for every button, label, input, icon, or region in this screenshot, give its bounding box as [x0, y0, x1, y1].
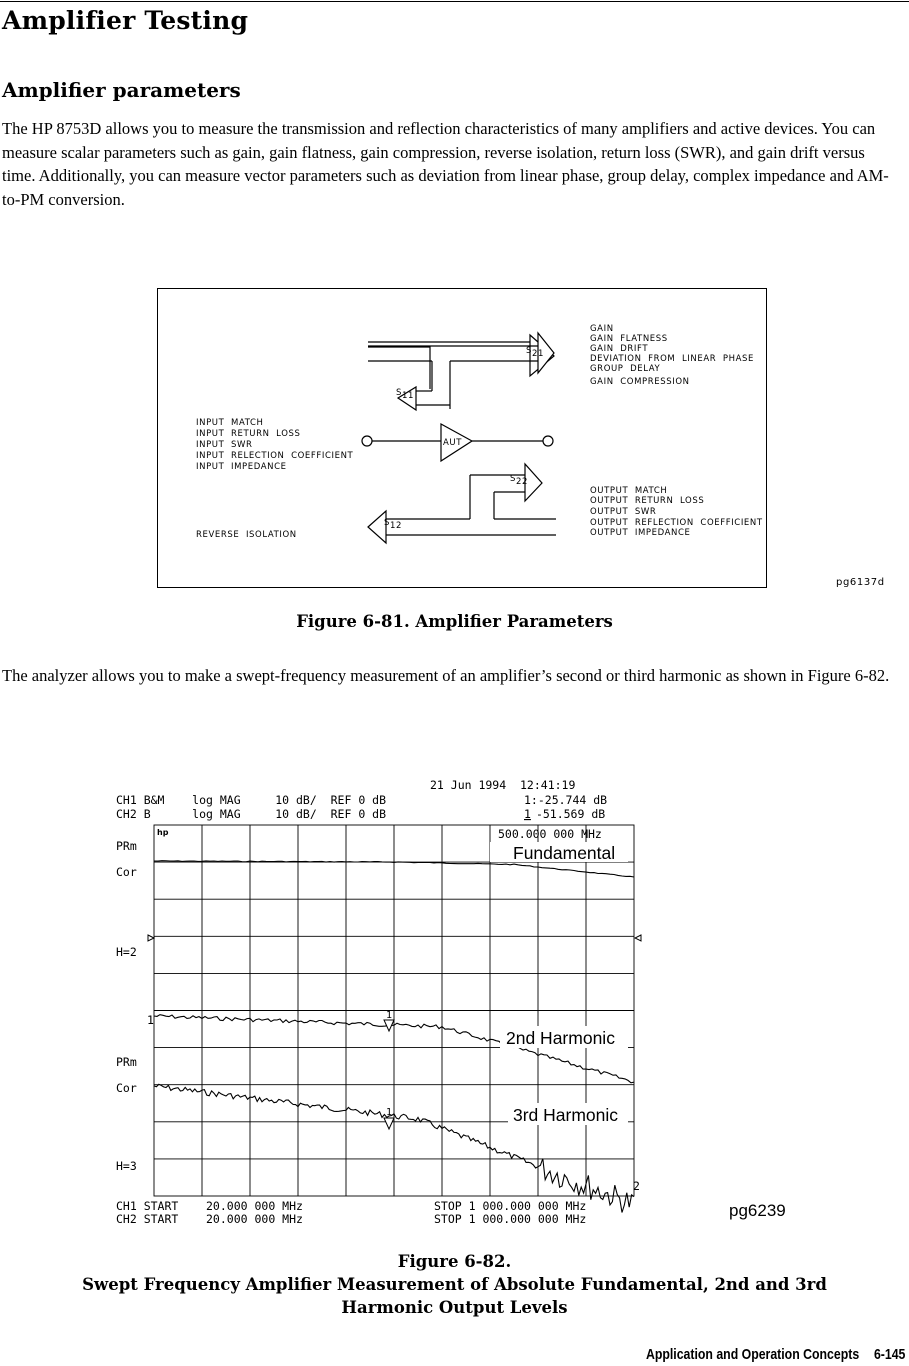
ch2-start: CH2 START 20.000 000 MHz: [116, 1212, 303, 1226]
figure2-caption: [0, 1250, 909, 1319]
marker-frequency: 500.000 000 MHz: [498, 827, 602, 841]
graticule: [154, 825, 634, 1196]
s22-arrow: [470, 464, 556, 519]
figure1-caption: Figure 6-81. Amplifier Parameters: [296, 612, 613, 631]
s22-label: S22: [510, 474, 529, 487]
svg-text:GAIN COMPRESSION: GAIN COMPRESSION: [590, 377, 690, 387]
svg-text:H=2: H=2: [116, 945, 137, 959]
datetime-readout: 21 Jun 1994 12:41:19: [430, 778, 576, 792]
ref-marker-right: [635, 935, 641, 941]
svg-text:INPUT SWR: INPUT SWR: [196, 440, 253, 450]
reverse-isolation-label: REVERSE ISOLATION: [196, 530, 297, 540]
svg-text:GAIN FLATNESS: GAIN FLATNESS: [590, 334, 668, 344]
intro-paragraph: The HP 8753D allows you to measure the transmission and reflection characteristics of many amplifiers and active devices. You can measure scalar parameters such as gain, gain flatness, gain compression, reverse isolation, return loss (SWR), and gain drift versus time. Additionally, you can measure vector parameters such as deviation from linear phase, group delay, complex impedance and AM-to-PM conversion.: [2, 119, 889, 209]
page-footer: [646, 1346, 905, 1363]
svg-text:INPUT RETURN LOSS: INPUT RETURN LOSS: [196, 429, 301, 439]
ref-marker-left: [148, 935, 154, 941]
svg-text:2: 2: [633, 1179, 640, 1193]
svg-text:H=3: H=3: [116, 1159, 137, 1173]
harmonic-measurement-figure: [110, 772, 810, 1232]
marker-3rd-triangle: [384, 1118, 394, 1129]
ch2-stop: STOP 1 000.000 000 MHz: [434, 1212, 587, 1226]
figure2-caption-line2: Swept Frequency Amplifier Measurement of Absolute Fundamental, 2nd and 3rd: [82, 1275, 827, 1294]
page-title: Amplifier Testing: [2, 6, 249, 35]
svg-text:DEVIATION FROM LINEAR PHASE: DEVIATION FROM LINEAR PHASE: [590, 354, 754, 364]
svg-text:1: 1: [386, 1107, 393, 1118]
figure2-caption-line1: Figure 6-82.: [397, 1252, 512, 1271]
svg-text:GAIN DRIFT: GAIN DRIFT: [590, 344, 649, 354]
svg-text:PRm: PRm: [116, 1055, 137, 1069]
input-parameter-labels: [196, 418, 354, 472]
svg-text:GROUP DELAY: GROUP DELAY: [590, 364, 661, 374]
svg-text:INPUT MATCH: INPUT MATCH: [196, 418, 264, 428]
svg-text:1: 1: [147, 1013, 154, 1027]
forward-parameter-labels: [590, 324, 754, 387]
fundamental-label: Fundamental: [513, 843, 616, 863]
ch1-stop: STOP 1 000.000 000 MHz: [434, 1199, 587, 1213]
ch2-header: CH2 B log MAG 10 dB/ REF 0 dB: [116, 807, 387, 821]
output-parameter-labels: [590, 486, 763, 538]
svg-text:OUTPUT SWR: OUTPUT SWR: [590, 507, 657, 517]
s21-label: S21: [526, 346, 545, 359]
footer-page-number: 6-145: [873, 1346, 905, 1363]
svg-text:PRm: PRm: [116, 839, 137, 853]
top-rule: [0, 1, 909, 2]
figure2-caption-line3: Harmonic Output Levels: [341, 1298, 568, 1317]
footer-section: Application and Operation Concepts: [645, 1346, 859, 1363]
amplifier-parameters-figure: [157, 288, 767, 588]
marker2-readout: 1 -51.569 dB: [524, 807, 606, 821]
s11-arrow: [368, 361, 450, 410]
aut-label: AUT: [443, 438, 463, 448]
svg-text:INPUT RELECTION COEFFICIENT: INPUT RELECTION COEFFICIENT: [196, 451, 354, 461]
harmonic-paragraph: The analyzer allows you to make a swept-frequency measurement of an amplifier’s second or third harmonic as shown in Figure 6-82.: [2, 666, 890, 685]
s11-path-line: [368, 347, 430, 389]
third-harmonic-label: 3rd Harmonic: [513, 1105, 619, 1125]
svg-text:INPUT IMPEDANCE: INPUT IMPEDANCE: [196, 462, 287, 472]
figure1-id: pg6137d: [836, 577, 885, 588]
section-heading: Amplifier parameters: [2, 78, 241, 102]
svg-text:OUTPUT MATCH: OUTPUT MATCH: [590, 486, 668, 496]
figure2-id: pg6239: [729, 1201, 786, 1220]
svg-text:Cor: Cor: [116, 1081, 137, 1095]
svg-text:OUTPUT REFLECTION COEFFICIEN: OUTPUT REFLECTION COEFFICIENT: [590, 518, 763, 528]
svg-text:GAIN: GAIN: [590, 324, 614, 334]
svg-text:Cor: Cor: [116, 865, 137, 879]
svg-text:1: 1: [386, 1010, 393, 1021]
marker1-readout: 1:-25.744 dB: [524, 793, 608, 807]
second-harmonic-label: 2nd Harmonic: [506, 1028, 615, 1048]
ch1-start: CH1 START 20.000 000 MHz: [116, 1199, 303, 1213]
amplifier-diagram: [158, 289, 766, 587]
s11-label: S11: [396, 388, 415, 401]
hp-logo: hp: [157, 828, 169, 837]
s12-label: S12: [384, 518, 403, 531]
ch1-header: CH1 B&M log MAG 10 dB/ REF 0 dB: [116, 793, 387, 807]
svg-text:OUTPUT IMPEDANCE: OUTPUT IMPEDANCE: [590, 528, 691, 538]
svg-text:OUTPUT RETURN LOSS: OUTPUT RETURN LOSS: [590, 496, 705, 506]
